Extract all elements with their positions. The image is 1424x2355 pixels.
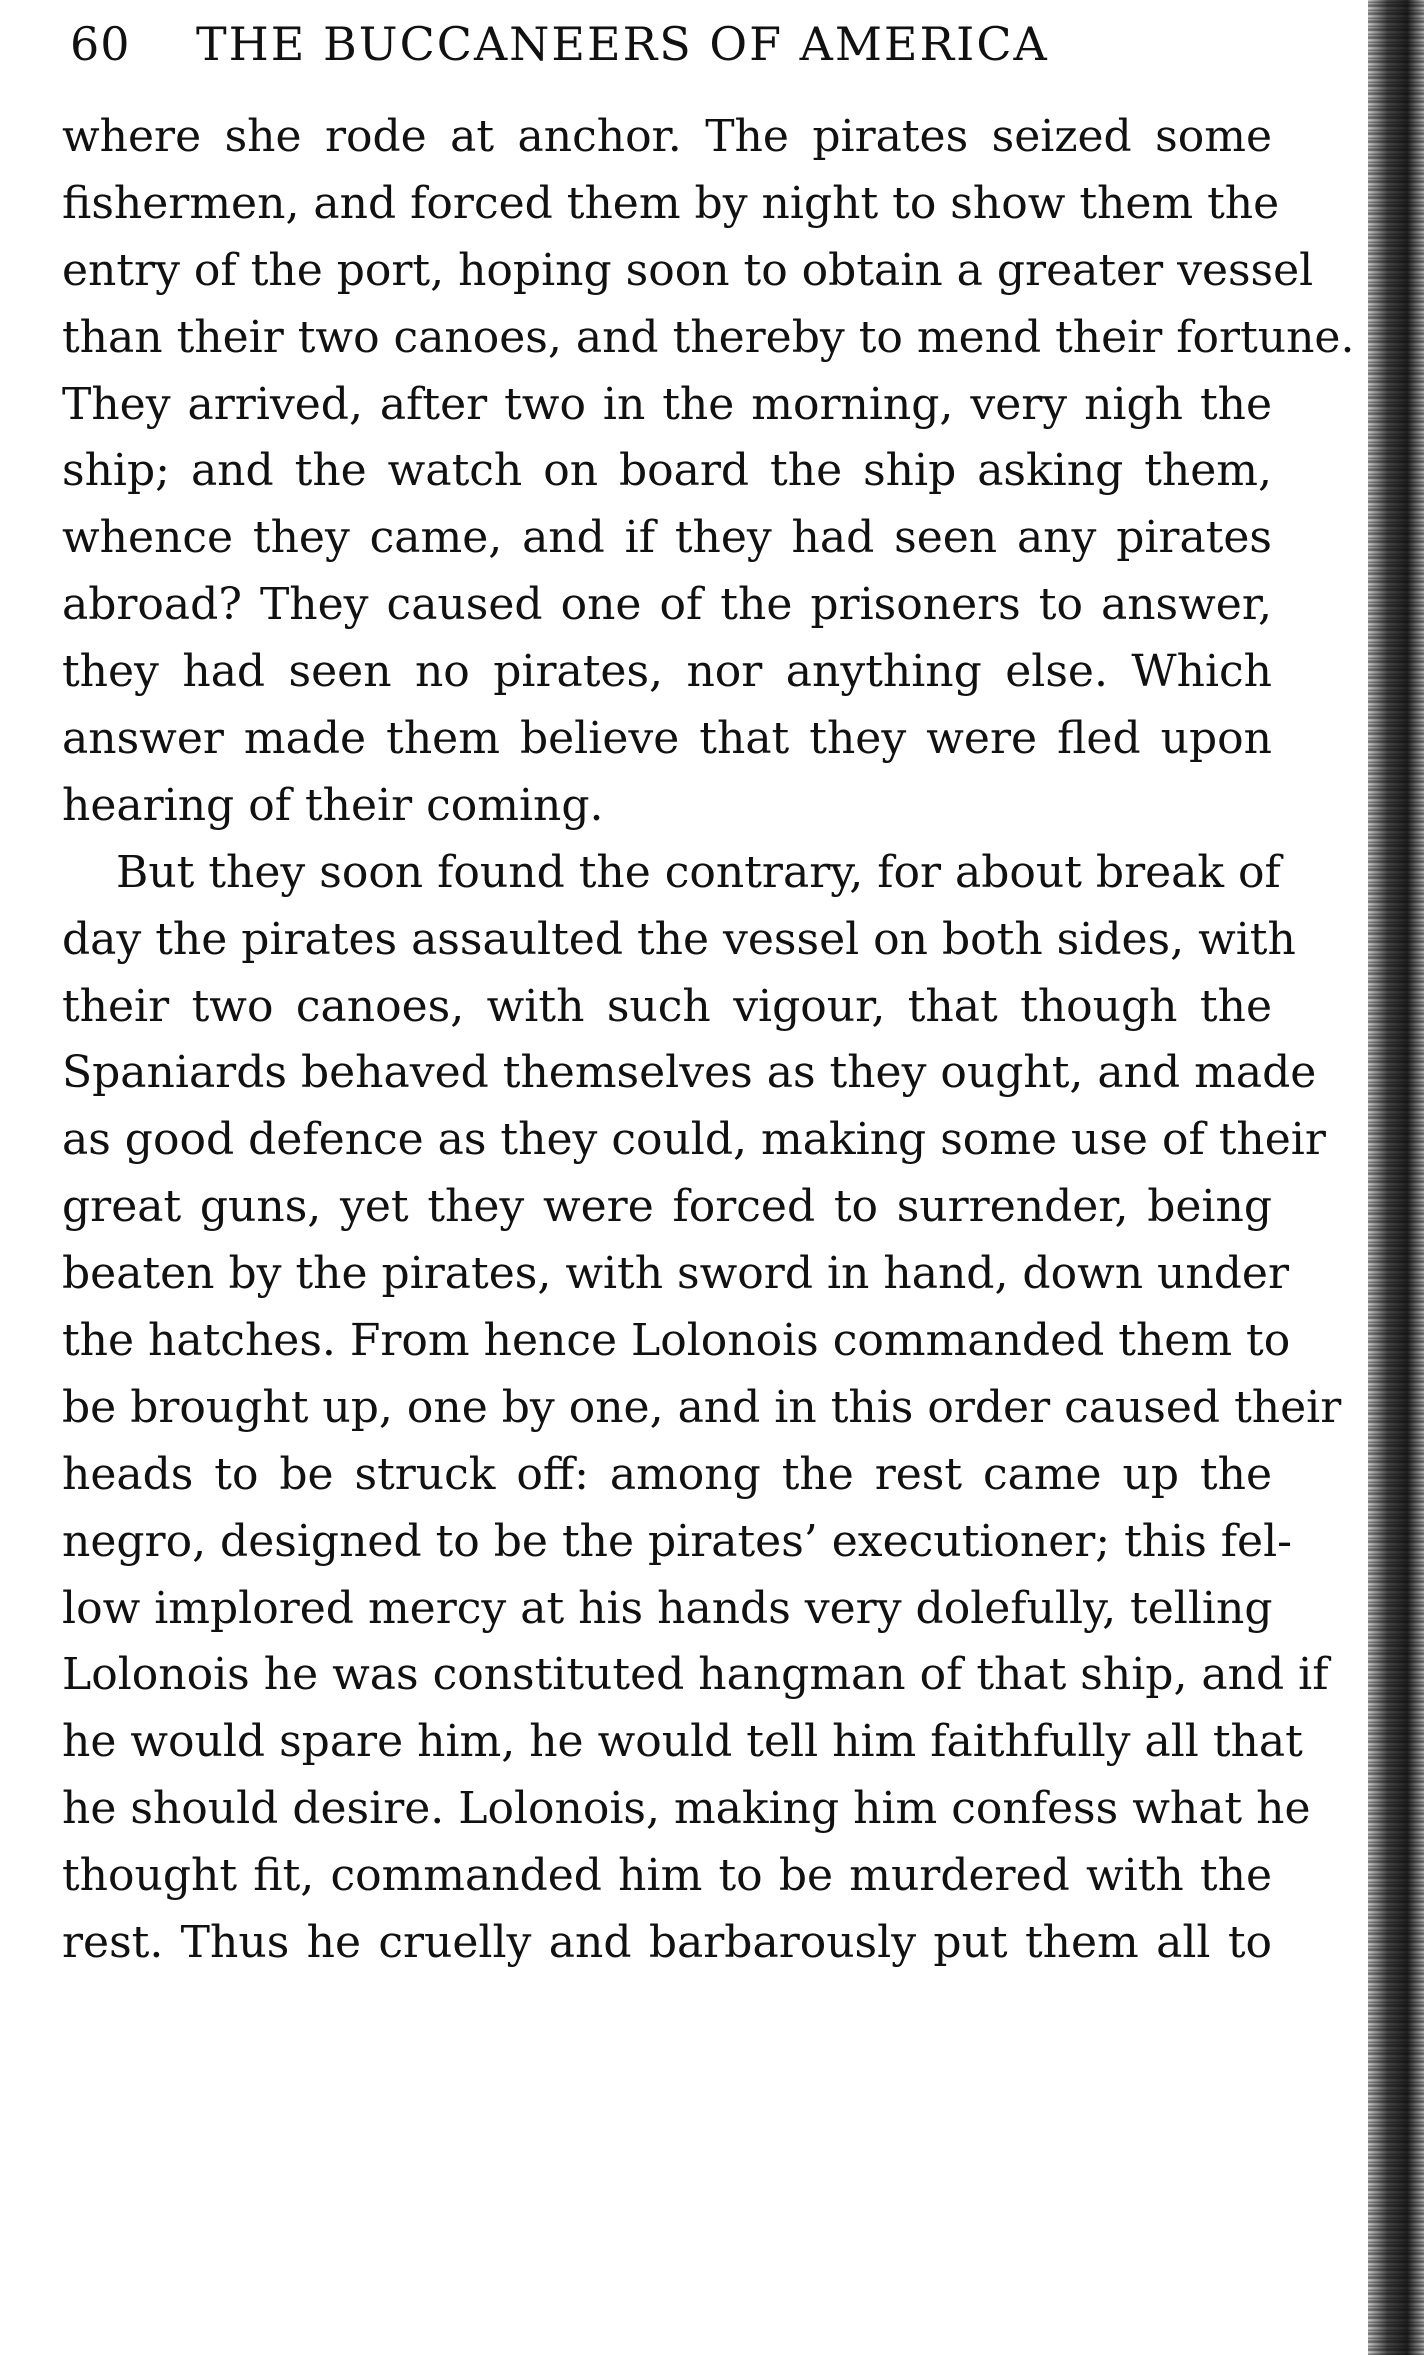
- text-line: where she rode at anchor. The pirates seized some: [62, 111, 1272, 162]
- text-line: thought fit, commanded him to be murdered with the: [62, 1850, 1272, 1902]
- text-line: entry of the port, hoping soon to obtain a greater vessel: [62, 244, 1314, 296]
- text-line: he would spare him, he would tell him faithfully all that: [62, 1716, 1303, 1768]
- text-line: fishermen, and forced them by night to show them the: [62, 177, 1280, 229]
- text-line: their two canoes, with such vigour, that though the: [62, 980, 1272, 1032]
- text-line: they had seen no pirates, nor anything else. Which: [62, 646, 1272, 698]
- text-line: as good defence as they could, making some use of their: [62, 1114, 1326, 1166]
- text-line: whence they came, and if they had seen any pirates: [62, 512, 1272, 564]
- text-line: negro, designed to be the pirates’ executioner; this fel-: [62, 1515, 1293, 1567]
- text-line: ship; and the watch on board the ship asking them,: [62, 445, 1272, 497]
- text-line: hearing of their coming.: [62, 779, 604, 831]
- text-line: rest. Thus he cruelly and barbarously put them all to: [62, 1917, 1272, 1969]
- text-line: Spaniards behaved themselves as they ought, and made: [62, 1047, 1317, 1099]
- page-number: 60: [70, 17, 131, 71]
- text-line: he should desire. Lolonois, making him confess what he: [62, 1783, 1311, 1835]
- text-line: the hatches. From hence Lolonois commanded them to: [62, 1315, 1291, 1367]
- text-line: be brought up, one by one, and in this order caused their: [62, 1381, 1342, 1433]
- text-line: beaten by the pirates, with sword in hand, down under: [62, 1248, 1289, 1300]
- text-line: They arrived, after two in the morning, very nigh the: [62, 378, 1272, 430]
- text-line: abroad? They caused one of the prisoners to answer,: [62, 579, 1272, 631]
- text-line: great guns, yet they were forced to surrender, being: [62, 1181, 1272, 1233]
- text-line: low implored mercy at his hands very dolefully, telling: [62, 1582, 1273, 1634]
- text-line: But they soon found the contrary, for about break of: [116, 846, 1281, 898]
- body-text: [62, 104, 1355, 1977]
- text-line: than their two canoes, and thereby to mend their fortune.: [62, 311, 1355, 363]
- page-edge-shadow: [1368, 0, 1424, 2355]
- text-line: Lolonois he was constituted hangman of that ship, and if: [62, 1649, 1329, 1701]
- text-line: answer made them believe that they were fled upon: [62, 713, 1272, 765]
- text-line: day the pirates assaulted the vessel on both sides, with: [62, 913, 1296, 965]
- running-title: THE BUCCANEERS OF AMERICA: [196, 17, 1049, 71]
- running-header: [70, 14, 1270, 74]
- text-line: heads to be struck off: among the rest came up the: [62, 1448, 1272, 1500]
